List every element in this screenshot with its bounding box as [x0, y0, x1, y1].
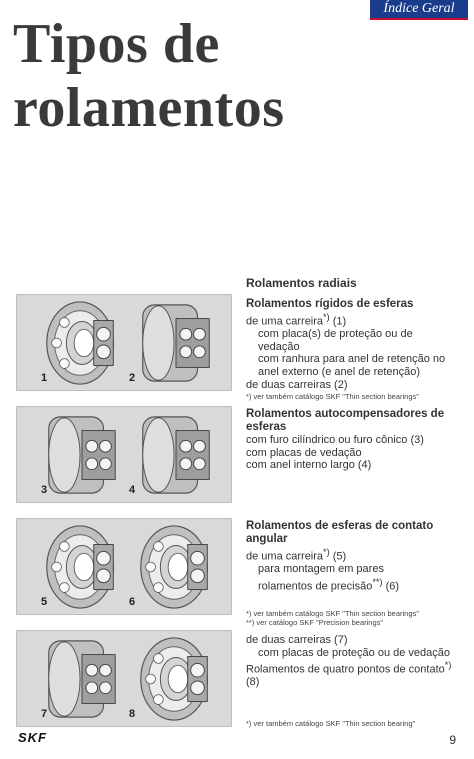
figure-number-7: 7	[41, 708, 48, 720]
bearing-illustration-1	[41, 299, 123, 387]
text-line: com placas de proteção ou de vedação	[258, 646, 451, 659]
figure-panel-3	[16, 518, 232, 615]
block-heading: Rolamentos rígidos de esferas	[246, 298, 414, 310]
text-line: para montagem em pares	[258, 563, 384, 576]
block-heading: Rolamentos de esferas de contato angular	[246, 520, 434, 545]
text-line: com placa(s) de proteção ou de	[258, 328, 413, 341]
footnote: *) ver também catálogo SKF "Thin section bearings"	[246, 609, 419, 619]
section-heading: Rolamentos radiais	[246, 276, 357, 290]
text-line: com ranhura para anel de retenção no	[258, 353, 446, 366]
bearing-illustration-3	[41, 411, 123, 499]
figure-number-1: 1	[41, 372, 48, 384]
text-line: (8)	[246, 676, 260, 689]
text-line: de duas carreiras (2)	[246, 378, 348, 391]
bearing-illustration-7	[41, 635, 123, 723]
footnote: *) ver também catálogo SKF "Thin section bearings"	[246, 392, 419, 402]
block-heading: Rolamentos autocompensadores de esferas	[246, 408, 445, 433]
bearing-illustration-4	[135, 411, 217, 499]
figure-panel-1	[16, 294, 232, 391]
text-line: de duas carreiras (7)	[246, 634, 348, 646]
bearing-illustration-5	[41, 523, 123, 611]
text-line: de uma carreira*) (5)	[246, 547, 347, 563]
bearing-illustration-2	[135, 299, 217, 387]
text-line: vedação	[258, 340, 300, 353]
index-link[interactable]: Índice Geral	[370, 0, 468, 20]
page-number: 9	[449, 733, 456, 747]
text-line: com furo cilíndrico ou furo cônico (3)	[246, 434, 424, 446]
text-line: com anel interno largo (4)	[246, 459, 372, 472]
text-line: de uma carreira*) (1)	[246, 312, 347, 328]
footnote: *) ver também catálogo SKF "Thin section bearing"	[246, 719, 416, 729]
figure-number-6: 6	[129, 596, 136, 608]
text-line: Rolamentos de quatro pontos de contato*)	[246, 660, 452, 676]
bearing-illustration-6	[135, 523, 217, 611]
double-row-bearings-text	[246, 634, 468, 728]
self-aligning-ball-bearings-text	[246, 408, 468, 472]
text-line: com placas de vedação	[246, 446, 362, 459]
text-line: anel externo (e anel de retenção)	[258, 366, 421, 379]
figure-number-8: 8	[129, 708, 136, 720]
text-line: rolamentos de precisão**) (6)	[258, 576, 400, 593]
angular-contact-ball-bearings-text	[246, 520, 468, 627]
figure-panel-4	[16, 630, 232, 727]
page-title: Tipos de rolamentos	[13, 13, 285, 139]
bearing-illustration-8	[135, 635, 217, 723]
figure-number-4: 4	[129, 484, 136, 496]
figure-panel-2	[16, 406, 232, 503]
figure-number-3: 3	[41, 484, 48, 496]
figure-number-2: 2	[129, 372, 136, 384]
skf-logo: SKF	[18, 730, 47, 745]
footnote: **) ver catálogo SKF "Precision bearings"	[246, 618, 384, 628]
figure-number-5: 5	[41, 596, 48, 608]
deep-groove-ball-bearings-text	[246, 298, 468, 401]
